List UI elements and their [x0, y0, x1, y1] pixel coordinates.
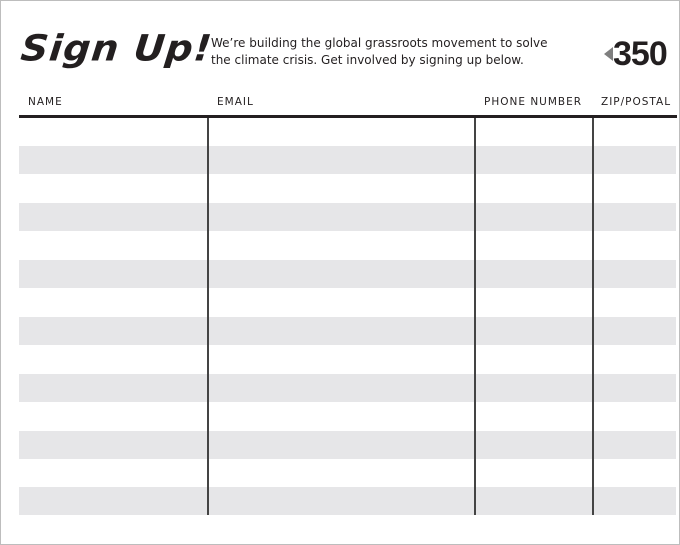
table-row[interactable] [19, 487, 676, 515]
column-header-name: NAME [28, 96, 63, 108]
column-divider [592, 118, 594, 515]
intro-line-1: We’re building the global grassroots movement to solve [211, 36, 548, 50]
intro-line-2: the climate crisis. Get involved by signing up below. [211, 53, 524, 67]
column-header-zip: ZIP/POSTAL [601, 96, 672, 108]
arrow-left-icon [604, 47, 613, 61]
header-rule [19, 115, 677, 118]
page-title: Sign Up! [18, 27, 215, 69]
column-header-phone: PHONE NUMBER [484, 96, 583, 108]
table-row[interactable] [19, 431, 676, 459]
intro-text [211, 35, 548, 69]
column-divider [474, 118, 476, 515]
table-row[interactable] [19, 203, 676, 231]
column-divider [207, 118, 209, 515]
table-row[interactable] [19, 317, 676, 345]
table-row[interactable] [19, 146, 676, 174]
table-row[interactable] [19, 260, 676, 288]
logo-text: 350 [613, 35, 667, 73]
logo-350 [604, 34, 667, 74]
table-row[interactable] [19, 374, 676, 402]
column-header-email: EMAIL [217, 96, 254, 108]
